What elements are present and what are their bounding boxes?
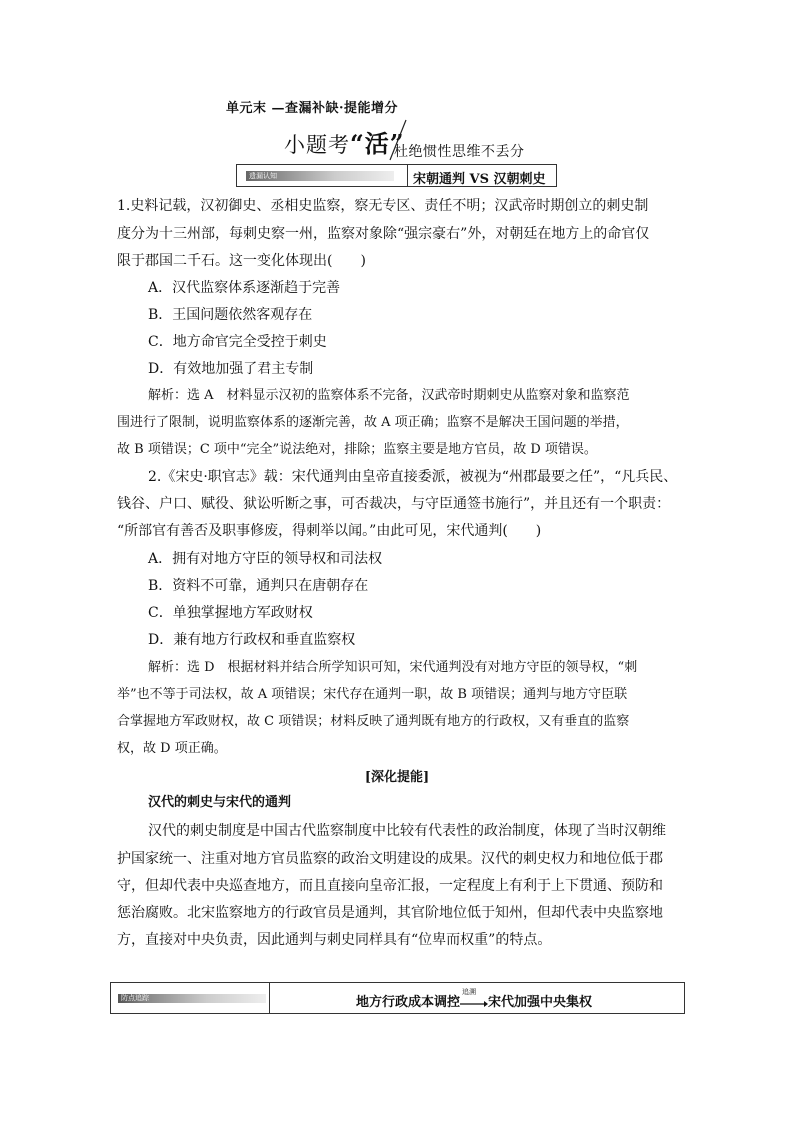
banner-2-title-left: 地方行政成本调控 xyxy=(356,995,461,1010)
q1-line-3: 限于郡国二千石。这一变化体现出( ) xyxy=(117,253,366,269)
q1-option-a: A．汉代监察体系逐渐趋于完善 xyxy=(148,280,341,296)
q2-explanation-3: 合掌握地方军政财权，故 C 项错误；材料反映了通判既有地方的行政权，又有垂直的监察 xyxy=(117,714,630,729)
q2-line-1: 2.《宋史·职官志》载：宋代通判由皇帝直接委派，被视为“州郡最要之任”，“凡兵民、 xyxy=(148,469,678,485)
topic-banner xyxy=(236,164,557,187)
deepen-paragraph-line-2: 护国家统一、注重对地方官员监察的政治文明建设的成果。汉代的刺史权力和地位低于郡 xyxy=(117,851,663,867)
q1-explanation-3: 故 B 项错误；C 项中“完全”说法绝对，排除；监察主要是地方官员，故 D 项错误。 xyxy=(117,442,597,457)
title-quote: “活” xyxy=(350,129,405,158)
q2-explanation-1: 解析：选 D 根据材料并结合所学知识可知，宋代通判没有对地方守臣的领导权，“刺 xyxy=(148,660,638,675)
q1-option-d: D．有效地加强了君主专制 xyxy=(148,361,314,377)
q2-line-3: “所部官有善否及职事修废，得刺举以闻。”由此可见，宋代通判( ) xyxy=(117,523,542,539)
deepen-paragraph-line-5: 方，直接对中央负责，因此通判与刺史同样具有“位卑而权重”的特点。 xyxy=(117,932,552,948)
q2-option-a: A．拥有对地方守臣的领导权和司法权 xyxy=(148,551,383,567)
q1-option-c: C．地方命官完全受控于刺史 xyxy=(148,334,327,350)
deepen-paragraph-line-3: 守，但却代表中央巡查地方，而且直接向皇帝汇报，一定程度上有利于上下贯通、预防和 xyxy=(117,878,663,894)
banner-2-title-right: 宋代加强中央集权 xyxy=(488,995,593,1010)
q1-option-b: B．王国问题依然客观存在 xyxy=(148,307,313,323)
section-subtitle: 杜绝惯性思维不丢分 xyxy=(394,144,525,160)
q2-explanation-4: 权，故 D 项正确。 xyxy=(117,741,227,756)
q1-explanation-1: 解析：选 A 材料显示汉初的监察体系不完备，汉武帝时期刺史从监察对象和监察范 xyxy=(148,388,630,403)
banner-2-tag: 防点追踪 xyxy=(118,994,266,1003)
q2-option-d: D．兼有地方行政权和垂直监察权 xyxy=(148,632,356,648)
q1-line-2: 度分为十三州部，每刺史察一州，监察对象除“强宗豪右”外，对朝廷在地方上的命官仅 xyxy=(117,226,650,242)
deepen-subheading: 汉代的刺史与宋代的通判 xyxy=(148,795,292,810)
deepen-paragraph-line-4: 惩治腐败。北宋监察地方的行政官员是通判，其官阶地位低于知州，但却代表中央监察地 xyxy=(117,905,663,921)
q1-explanation-2: 围进行了限制，说明监察体系的逐渐完善，故 A 项正确；监察不是解决王国问题的举措， xyxy=(117,415,629,430)
topic-banner-2 xyxy=(110,982,685,1014)
title-prefix: 小题考 xyxy=(284,133,350,157)
unit-header: 单元末 —查漏补缺·提能增分 xyxy=(226,101,399,116)
q2-option-b: B．资料不可靠，通判只在唐朝存在 xyxy=(148,578,369,594)
deepen-heading: [深化提能] xyxy=(364,770,430,785)
q2-option-c: C．单独掌握地方军政财权 xyxy=(148,605,313,621)
banner-2-title xyxy=(356,987,593,1010)
banner-2-divider xyxy=(269,983,270,1013)
q2-explanation-2: 举”也不等于司法权，故 A 项错误；宋代存在通判一职，故 B 项错误；通判与地方守臣联 xyxy=(117,687,628,702)
q2-line-2: 钱谷、户口、赋役、狱讼听断之事，可否裁决，与守臣通签书施行”，并且还有一个职责： xyxy=(117,496,671,512)
banner-divider xyxy=(407,165,408,186)
banner-tag: 遗漏认知 xyxy=(246,171,394,181)
arrow-right-icon: 追溯 xyxy=(460,996,488,1010)
deepen-paragraph-line-1: 汉代的刺史制度是中国古代监察制度中比较有代表性的政治制度，体现了当时汉朝维 xyxy=(148,823,666,839)
q1-line-1: 1.史料记载，汉初御史、丞相史监察，察无专区、责任不明；汉武帝时期创立的刺史制 xyxy=(117,198,649,214)
banner-title: 宋朝通判 VS 汉朝刺史 xyxy=(413,172,546,187)
